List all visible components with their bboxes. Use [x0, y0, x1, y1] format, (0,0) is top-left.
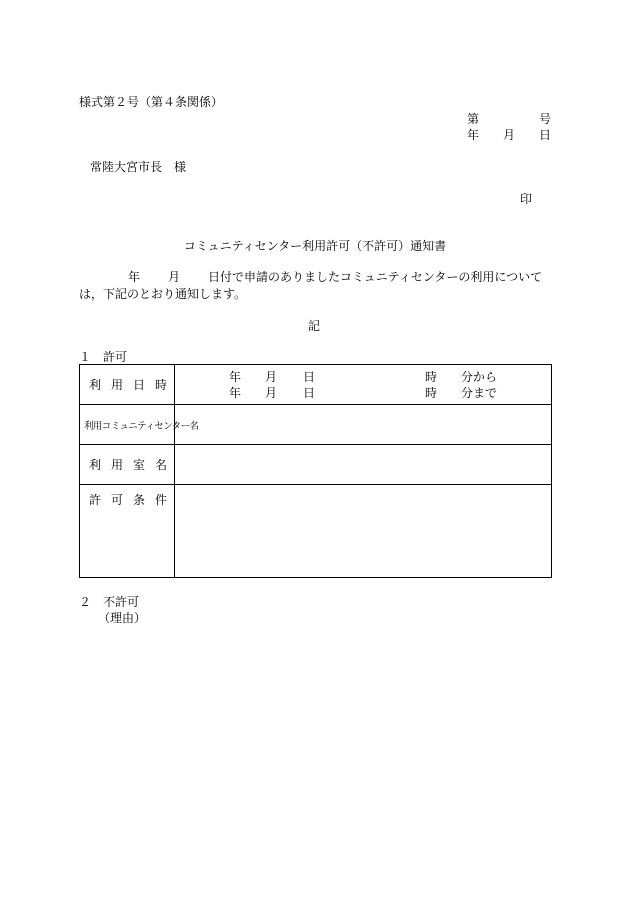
document-date-row	[467, 127, 551, 143]
document-number-row	[467, 111, 551, 127]
label-char: 用	[110, 458, 123, 472]
room-name-value[interactable]	[175, 445, 552, 485]
start-hour: 時	[425, 369, 438, 384]
label-char: 時	[154, 378, 167, 392]
label-char: 用	[110, 378, 123, 392]
label-char: 室	[132, 458, 145, 472]
body-text-line1	[128, 269, 542, 285]
ki-heading: 記	[308, 319, 321, 333]
start-year: 年	[229, 369, 242, 384]
date-day: 日	[538, 128, 551, 142]
conditions-row	[80, 485, 552, 578]
section2-heading: ２ 不許可	[79, 595, 140, 609]
document-title: コミュニティセンター利用許可（不許可）通知書	[183, 239, 447, 253]
label-char: 利	[89, 458, 102, 472]
room-name-row	[80, 445, 552, 485]
start-minute: 分から	[461, 369, 498, 384]
center-name-row	[80, 405, 552, 445]
date-month: 月	[502, 128, 515, 142]
end-month: 月	[265, 385, 278, 400]
label-char: 可	[110, 493, 123, 507]
start-month: 月	[265, 369, 278, 384]
body-day-text: 日付で申請のありましたコミュニティセンターの利用について	[208, 270, 543, 284]
number-prefix: 第	[467, 112, 480, 126]
end-hour: 時	[425, 385, 438, 400]
center-name-value[interactable]	[175, 405, 552, 445]
usage-date-label	[80, 365, 175, 405]
end-minute: 分まで	[461, 385, 498, 400]
end-datetime	[175, 385, 551, 401]
label-char: 利	[89, 378, 102, 392]
conditions-value[interactable]	[175, 485, 552, 578]
label-char: 件	[154, 493, 167, 507]
label-char: 日	[132, 378, 145, 392]
date-year: 年	[467, 128, 480, 142]
form-label: 様式第２号（第４条関係）	[79, 95, 224, 109]
usage-date-value	[175, 365, 552, 405]
center-name-label: 利用コミュニティセンター名	[84, 420, 199, 432]
room-name-label	[80, 445, 175, 485]
center-name-label-cell	[80, 405, 199, 445]
label-char: 名	[154, 458, 167, 472]
label-char: 条	[132, 493, 145, 507]
label-char: 許	[89, 493, 102, 507]
seal-mark: 印	[520, 192, 533, 206]
reason-label: （理由）	[98, 611, 147, 625]
conditions-label	[80, 485, 175, 578]
addressee: 常陸大宮市長 様	[90, 160, 187, 174]
start-datetime	[175, 369, 551, 385]
body-month: 月	[168, 270, 181, 284]
start-day: 日	[303, 369, 316, 384]
body-text-line2: は，下記のとおり通知します。	[79, 287, 247, 301]
permit-table	[79, 364, 552, 578]
end-year: 年	[229, 385, 242, 400]
usage-date-row	[80, 365, 552, 405]
body-year: 年	[128, 270, 141, 284]
number-suffix: 号	[538, 112, 551, 126]
section1-heading: １ 許可	[79, 350, 128, 364]
end-day: 日	[303, 385, 316, 400]
